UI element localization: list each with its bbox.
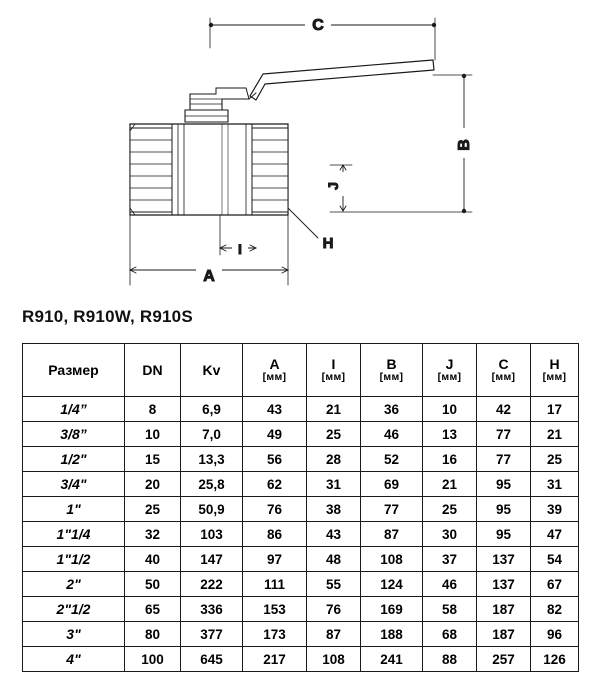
cell-i: 55 xyxy=(307,572,361,597)
cell-b: 77 xyxy=(361,497,423,522)
cell-dn: 8 xyxy=(125,397,181,422)
table-row xyxy=(23,422,579,447)
cell-a: 62 xyxy=(243,472,307,497)
cell-h: 96 xyxy=(531,622,579,647)
cell-b: 188 xyxy=(361,622,423,647)
cell-size: 1/2" xyxy=(23,447,125,472)
cell-dn: 10 xyxy=(125,422,181,447)
column-header-size: Размер xyxy=(23,344,125,397)
cell-b: 36 xyxy=(361,397,423,422)
cell-b: 124 xyxy=(361,572,423,597)
cell-j: 46 xyxy=(423,572,477,597)
cell-size: 1/4” xyxy=(23,397,125,422)
cell-j: 58 xyxy=(423,597,477,622)
cell-j: 16 xyxy=(423,447,477,472)
table-body xyxy=(23,397,579,672)
cell-kv: 336 xyxy=(181,597,243,622)
dimension-label-A: A xyxy=(203,268,215,285)
cell-b: 46 xyxy=(361,422,423,447)
cell-c: 95 xyxy=(477,497,531,522)
cell-h: 126 xyxy=(531,647,579,672)
cell-dn: 25 xyxy=(125,497,181,522)
cell-j: 37 xyxy=(423,547,477,572)
column-header-h: H [мм] xyxy=(531,344,579,397)
dimension-label-J: J xyxy=(325,182,341,190)
cell-size: 1" xyxy=(23,497,125,522)
cell-a: 153 xyxy=(243,597,307,622)
cell-j: 25 xyxy=(423,497,477,522)
cell-kv: 7,0 xyxy=(181,422,243,447)
cell-kv: 645 xyxy=(181,647,243,672)
table-row xyxy=(23,522,579,547)
column-header-b: B [мм] xyxy=(361,344,423,397)
cell-a: 173 xyxy=(243,622,307,647)
cell-size: 3" xyxy=(23,622,125,647)
table-row xyxy=(23,472,579,497)
cell-c: 77 xyxy=(477,422,531,447)
cell-i: 21 xyxy=(307,397,361,422)
cell-h: 82 xyxy=(531,597,579,622)
cell-kv: 377 xyxy=(181,622,243,647)
cell-size: 2"1/2 xyxy=(23,597,125,622)
cell-size: 1"1/4 xyxy=(23,522,125,547)
table-row xyxy=(23,622,579,647)
cell-kv: 6,9 xyxy=(181,397,243,422)
cell-c: 187 xyxy=(477,597,531,622)
cell-a: 56 xyxy=(243,447,307,472)
cell-c: 257 xyxy=(477,647,531,672)
cell-dn: 20 xyxy=(125,472,181,497)
cell-i: 43 xyxy=(307,522,361,547)
cell-h: 17 xyxy=(531,397,579,422)
cell-b: 169 xyxy=(361,597,423,622)
cell-i: 87 xyxy=(307,622,361,647)
cell-dn: 15 xyxy=(125,447,181,472)
cell-b: 108 xyxy=(361,547,423,572)
cell-i: 31 xyxy=(307,472,361,497)
dimension-label-H: H xyxy=(322,235,334,252)
cell-a: 97 xyxy=(243,547,307,572)
cell-size: 3/4" xyxy=(23,472,125,497)
cell-j: 30 xyxy=(423,522,477,547)
cell-dn: 80 xyxy=(125,622,181,647)
cell-j: 68 xyxy=(423,622,477,647)
specification-table-container xyxy=(22,343,578,672)
cell-a: 49 xyxy=(243,422,307,447)
cell-b: 241 xyxy=(361,647,423,672)
cell-c: 95 xyxy=(477,522,531,547)
cell-kv: 13,3 xyxy=(181,447,243,472)
table-row xyxy=(23,497,579,522)
cell-c: 187 xyxy=(477,622,531,647)
cell-dn: 100 xyxy=(125,647,181,672)
cell-b: 87 xyxy=(361,522,423,547)
table-row xyxy=(23,647,579,672)
cell-dn: 65 xyxy=(125,597,181,622)
column-header-c: C [мм] xyxy=(477,344,531,397)
cell-a: 217 xyxy=(243,647,307,672)
product-title: R910, R910W, R910S xyxy=(22,307,193,326)
cell-a: 76 xyxy=(243,497,307,522)
dimension-label-I: I xyxy=(238,241,242,257)
cell-i: 38 xyxy=(307,497,361,522)
cell-c: 42 xyxy=(477,397,531,422)
valve-drawing-svg xyxy=(0,0,600,300)
table-row xyxy=(23,447,579,472)
cell-kv: 103 xyxy=(181,522,243,547)
cell-h: 54 xyxy=(531,547,579,572)
specification-table xyxy=(22,343,579,672)
cell-i: 28 xyxy=(307,447,361,472)
cell-size: 1"1/2 xyxy=(23,547,125,572)
cell-i: 76 xyxy=(307,597,361,622)
column-header-j: J [мм] xyxy=(423,344,477,397)
cell-kv: 50,9 xyxy=(181,497,243,522)
cell-kv: 147 xyxy=(181,547,243,572)
cell-h: 39 xyxy=(531,497,579,522)
column-header-a: A [мм] xyxy=(243,344,307,397)
dimension-label-C: C xyxy=(312,17,324,34)
cell-b: 52 xyxy=(361,447,423,472)
cell-i: 25 xyxy=(307,422,361,447)
cell-j: 10 xyxy=(423,397,477,422)
column-header-dn: DN xyxy=(125,344,181,397)
table-row xyxy=(23,572,579,597)
ball-valve-technical-drawing xyxy=(0,0,600,300)
dimension-label-B: B xyxy=(456,139,473,151)
cell-h: 47 xyxy=(531,522,579,547)
cell-dn: 32 xyxy=(125,522,181,547)
cell-i: 48 xyxy=(307,547,361,572)
cell-j: 88 xyxy=(423,647,477,672)
cell-dn: 50 xyxy=(125,572,181,597)
cell-h: 25 xyxy=(531,447,579,472)
cell-c: 77 xyxy=(477,447,531,472)
cell-c: 95 xyxy=(477,472,531,497)
cell-dn: 40 xyxy=(125,547,181,572)
cell-c: 137 xyxy=(477,547,531,572)
cell-a: 86 xyxy=(243,522,307,547)
cell-h: 31 xyxy=(531,472,579,497)
table-header-row xyxy=(23,344,579,397)
cell-b: 69 xyxy=(361,472,423,497)
table-row xyxy=(23,597,579,622)
column-header-kv: Kv xyxy=(181,344,243,397)
cell-c: 137 xyxy=(477,572,531,597)
cell-j: 13 xyxy=(423,422,477,447)
column-header-i: I [мм] xyxy=(307,344,361,397)
cell-size: 2" xyxy=(23,572,125,597)
cell-a: 43 xyxy=(243,397,307,422)
cell-h: 67 xyxy=(531,572,579,597)
cell-kv: 25,8 xyxy=(181,472,243,497)
cell-a: 111 xyxy=(243,572,307,597)
table-row xyxy=(23,397,579,422)
table-row xyxy=(23,547,579,572)
cell-h: 21 xyxy=(531,422,579,447)
cell-kv: 222 xyxy=(181,572,243,597)
cell-size: 3/8” xyxy=(23,422,125,447)
cell-size: 4" xyxy=(23,647,125,672)
cell-i: 108 xyxy=(307,647,361,672)
cell-j: 21 xyxy=(423,472,477,497)
